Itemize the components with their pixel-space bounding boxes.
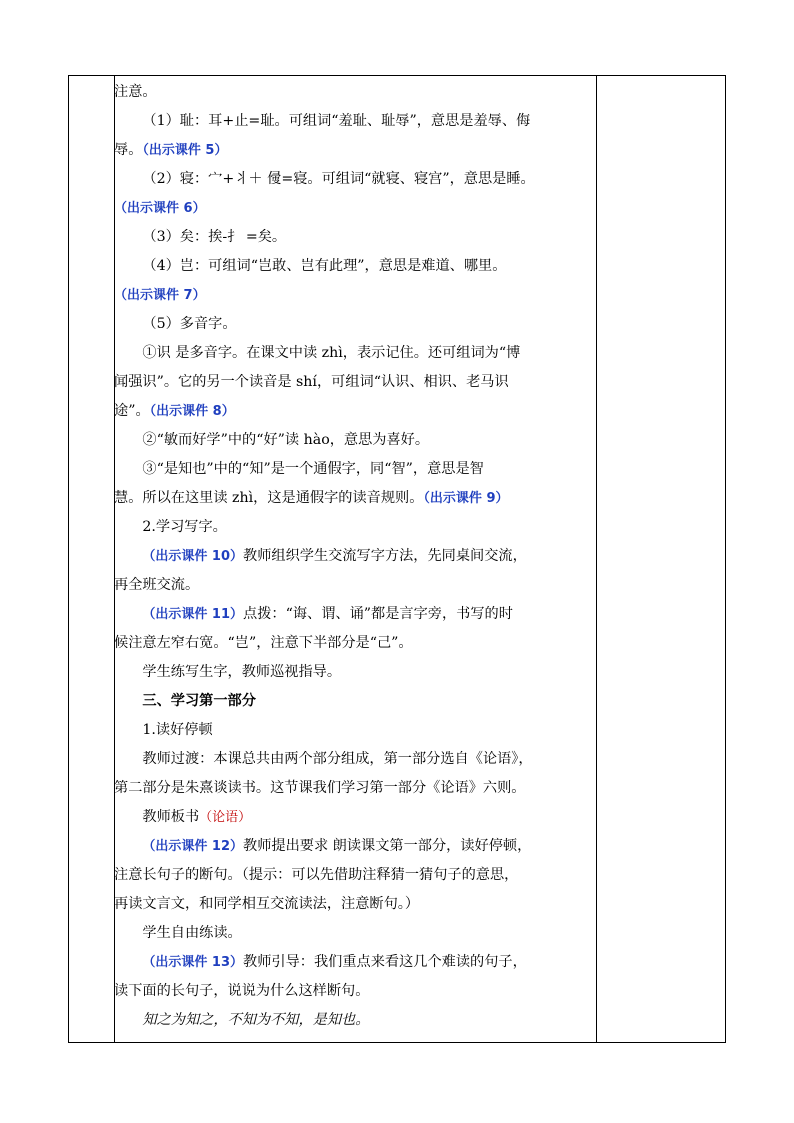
text-segment: （5）多音字。 [142, 316, 237, 332]
text-segment: 注意长句子的断句。（提示：可以先借助注释猜一猜句子的意思， [114, 867, 519, 883]
text-line [114, 252, 592, 281]
text-segment: 再读文言文，和同学相互交流读法，注意断句。） [114, 896, 420, 912]
text-segment: （3）矣：挨-扌 =矣。 [142, 229, 287, 245]
text-segment: 注意。 [114, 84, 157, 100]
text-line [114, 310, 592, 339]
column-divider-right [596, 76, 597, 1042]
text-line [114, 600, 592, 629]
text-segment: （1）耻：耳+止=耻。可组词“羞耻、耻辱”，意思是羞辱、侮 [142, 113, 531, 129]
lesson-content [114, 78, 592, 1035]
text-segment: 慧。所以在这里读 zhì，这是通假字的读音规则。 [114, 490, 424, 506]
text-line [114, 426, 592, 455]
text-segment: 1.读好停顿 [142, 722, 213, 738]
text-line [114, 687, 592, 716]
text-line [114, 1006, 592, 1035]
text-segment: 教师板书 [142, 809, 200, 825]
courseware-ref: （出示课件 7） [114, 288, 206, 303]
text-segment: 途”。 [114, 403, 150, 419]
text-line [114, 368, 592, 397]
text-line [114, 339, 592, 368]
text-line [114, 513, 592, 542]
text-segment: 教师引导：我们重点来看这几个难读的句子， [243, 954, 527, 970]
text-line [114, 165, 592, 194]
courseware-ref: （出示课件 9） [423, 491, 509, 506]
courseware-ref: （出示课件 13） [142, 955, 244, 970]
courseware-ref: （出示课件 5） [142, 143, 228, 158]
text-line [114, 629, 592, 658]
text-line [114, 803, 592, 832]
text-segment: 读下面的长句子，说说为什么这样断句。 [114, 983, 370, 999]
text-line [114, 397, 592, 426]
text-line [114, 716, 592, 745]
text-line [114, 861, 592, 890]
courseware-ref: （出示课件 11） [142, 607, 244, 622]
text-segment: ①识 是多音字。在课文中读 zhì，表示记住。还可组词为“博 [142, 345, 521, 361]
text-segment: 辱。 [114, 142, 143, 158]
text-line [114, 977, 592, 1006]
text-line [114, 484, 592, 513]
text-line [114, 571, 592, 600]
courseware-ref: （出示课件 8） [149, 404, 235, 419]
text-line [114, 948, 592, 977]
text-line [114, 281, 592, 310]
text-segment: 学生自由练读。 [142, 925, 242, 941]
text-segment: 教师过渡：本课总共由两个部分组成，第一部分选自《论语》， [142, 751, 533, 767]
text-segment: 闻强识”。它的另一个读音是 shí，可组词“认识、相识、老马识 [114, 374, 509, 390]
text-segment: （4）岂：可组词“岂敢、岂有此理”，意思是难道、哪里。 [142, 258, 507, 274]
text-segment: 再全班交流。 [114, 577, 200, 593]
section-heading: 三、学习第一部分 [142, 693, 256, 709]
text-line [114, 136, 592, 165]
text-segment: 学生练写生字，教师巡视指导。 [142, 664, 342, 680]
text-line [114, 78, 592, 107]
text-line [114, 455, 592, 484]
text-line [114, 658, 592, 687]
text-line [114, 832, 592, 861]
text-line [114, 107, 592, 136]
example-sentence: 知之为知之，不知为不知，是知也。 [142, 1012, 370, 1028]
text-line [114, 223, 592, 252]
text-line [114, 774, 592, 803]
board-note: （论语） [199, 810, 252, 825]
text-segment: 点拨：“诲、谓、诵”都是言字旁，书写的时 [243, 606, 513, 622]
text-line [114, 745, 592, 774]
text-segment: （2）寝：宀+丬＋ 㑴=寝。可组词“就寝、寝宫”，意思是睡。 [142, 171, 535, 187]
courseware-ref: （出示课件 10） [142, 549, 244, 564]
text-segment: 2.学习写字。 [142, 519, 227, 535]
text-line [114, 919, 592, 948]
text-segment: 教师组织学生交流写字方法，先同桌间交流， [243, 548, 527, 564]
text-segment: 第二部分是朱熹谈读书。这节课我们学习第一部分《论语》六则。 [114, 780, 526, 796]
courseware-ref: （出示课件 12） [142, 839, 244, 854]
text-line [114, 890, 592, 919]
text-segment: 教师提出要求 朗读课文第一部分，读好停顿， [243, 838, 532, 854]
text-line [114, 194, 592, 223]
text-line [114, 542, 592, 571]
text-segment: ②“敏而好学”中的“好”读 hào，意思为喜好。 [142, 432, 430, 448]
text-segment: 候注意左窄右宽。“岂”，注意下半部分是“己”。 [114, 635, 413, 651]
text-segment: ③“是知也”中的“知”是一个通假字，同“智”，意思是智 [142, 461, 484, 477]
courseware-ref: （出示课件 6） [114, 201, 206, 216]
